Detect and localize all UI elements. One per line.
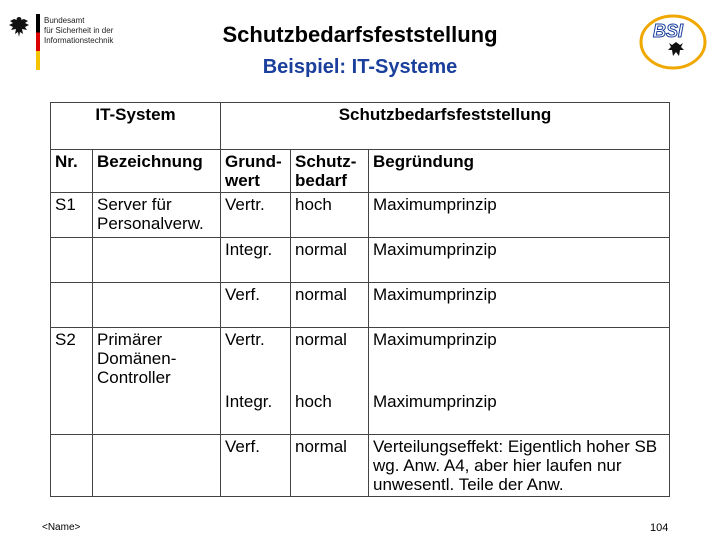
system-nr: S1 bbox=[51, 193, 93, 238]
org-line: für Sicherheit in der bbox=[44, 26, 114, 35]
table-row bbox=[51, 283, 670, 328]
schutzbedarf-cell: normal bbox=[291, 328, 369, 391]
column-header-begruendung: Begründung bbox=[369, 150, 670, 193]
column-header-bezeichnung: Bezeichnung bbox=[93, 150, 221, 193]
group-header-schutzbedarf: Schutzbedarfsfeststellung bbox=[221, 103, 670, 150]
page-number: 104 bbox=[650, 522, 669, 534]
schutzbedarf-cell: hoch bbox=[291, 390, 369, 435]
column-header-nr: Nr. bbox=[51, 150, 93, 193]
grundwert-cell: Verf. bbox=[221, 283, 291, 328]
protection-needs-table bbox=[50, 102, 670, 497]
schutzbedarf-cell: normal bbox=[291, 435, 369, 497]
bsi-logo-right bbox=[638, 12, 708, 72]
slide-title: Schutzbedarfsfeststellung bbox=[222, 22, 498, 47]
system-name: Server für Personalverw. bbox=[93, 193, 221, 238]
grundwert-cell: Integr. bbox=[221, 238, 291, 283]
table-row bbox=[51, 238, 670, 283]
begruendung-cell: Verteilungseffekt: Eigentlich hoher SB wg. Anw. A4, aber hier laufen nur unwesentl. Teile der Anw. bbox=[369, 435, 670, 497]
begruendung-cell: Maximumprinzip bbox=[369, 283, 670, 328]
grundwert-cell: Integr. bbox=[221, 390, 291, 435]
begruendung-cell: Maximumprinzip bbox=[369, 390, 670, 435]
table-row bbox=[51, 193, 670, 238]
group-header-row bbox=[51, 103, 670, 150]
grundwert-cell: Vertr. bbox=[221, 193, 291, 238]
slide-subtitle: Beispiel: IT-Systeme bbox=[262, 56, 458, 78]
schutzbedarf-cell: hoch bbox=[291, 193, 369, 238]
system-name: Primärer Domänen-Controller bbox=[93, 328, 221, 435]
bsi-logo-text: BSI bbox=[652, 21, 684, 41]
begruendung-cell: Maximumprinzip bbox=[369, 238, 670, 283]
footer-author: <Name> bbox=[42, 522, 81, 533]
column-header-grundwert: Grund- wert bbox=[221, 150, 291, 193]
column-header-schutzbedarf: Schutz- bedarf bbox=[291, 150, 369, 193]
table-row bbox=[51, 328, 670, 391]
org-line: Informationstechnik bbox=[44, 36, 114, 45]
grundwert-cell: Verf. bbox=[221, 435, 291, 497]
schutzbedarf-cell: normal bbox=[291, 283, 369, 328]
group-header-it-system: IT-System bbox=[51, 103, 221, 150]
system-nr: S2 bbox=[51, 328, 93, 435]
begruendung-cell: Maximumprinzip bbox=[369, 193, 670, 238]
table-row bbox=[51, 435, 670, 497]
grundwert-cell: Vertr. bbox=[221, 328, 291, 391]
federal-eagle-icon bbox=[668, 42, 684, 56]
column-header-row bbox=[51, 150, 670, 193]
schutzbedarf-cell: normal bbox=[291, 238, 369, 283]
org-line: Bundesamt bbox=[44, 16, 85, 25]
begruendung-cell: Maximumprinzip bbox=[369, 328, 670, 391]
